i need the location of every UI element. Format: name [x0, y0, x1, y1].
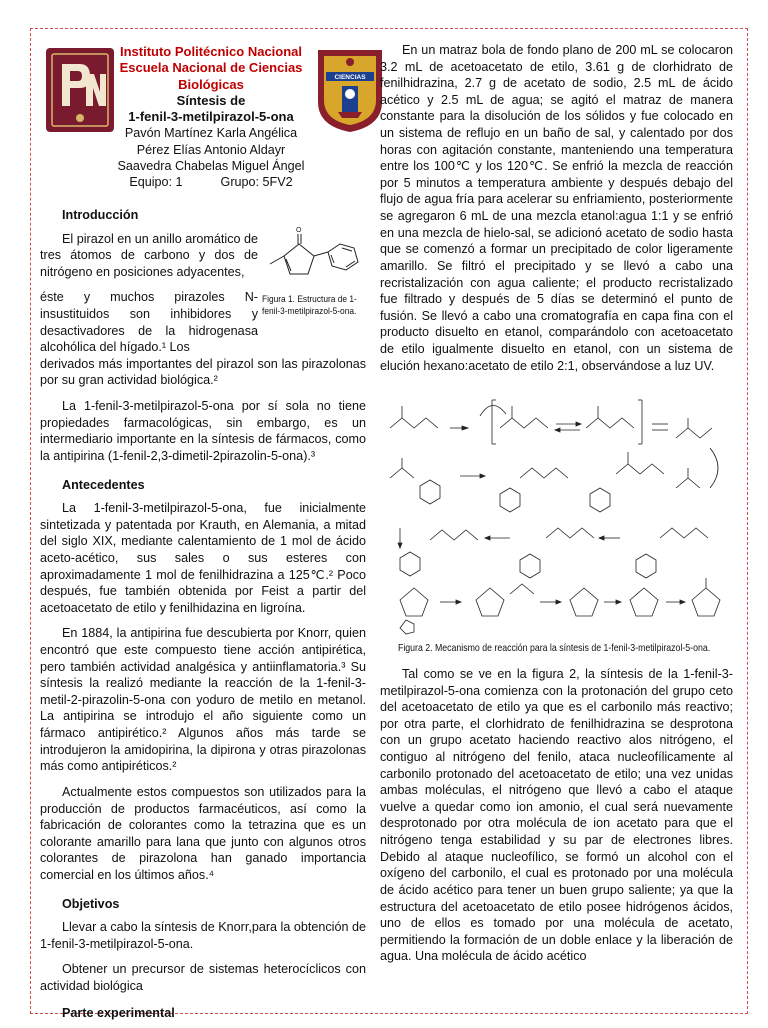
school-name-line2: Biológicas: [178, 76, 244, 92]
antecedentes-paragraph-1: La 1-fenil-3-metilpirazol-5-ona, fue inicialmente sintetizada y patentada por Krauth, en Alemania, a mitad del siglo XIX, mediante calentamiento de 1 mol de ácido aceto-acético, sus sales o sus esteres con aproximadamente 1 mol de fenilhidrazina a 125℃.² Poco después, fue también obtenida por Feist a partir del acetoacetato de etilo y fenilhidazina en ligroína.: [40, 501, 366, 615]
heading-objetivos: Objetivos: [62, 896, 120, 911]
heading-introduccion: Introducción: [62, 208, 139, 222]
intro-paragraph-1b: éste y muchos pirazoles N-insustituidos son inhibidores y desactivadores de la hidrogenasa alcohólica del hígado.¹ Los: [40, 290, 258, 355]
heading-antecedentes: Antecedentes: [62, 477, 145, 492]
heading-parte-experimental: Parte experimental: [62, 1005, 175, 1020]
school-name-line1: Escuela Nacional de Ciencias: [119, 60, 303, 76]
intro-paragraph-1c: derivados más importantes del pirazol son las pirazolonas por su gran actividad biológica.²: [40, 356, 366, 388]
antecedentes-paragraph-3: Actualmente estos compuestos son utilizados para la producción de productos farmacéuticos, así como la fabricación de colorantes como la tetrazina que es un colorante amarillo para lana que junto con algunos otros colorantes de pirazolona han ganado importancia comercial en los últimos años.⁴: [40, 784, 366, 882]
logo-ciencias-text: CIENCIAS: [334, 74, 366, 81]
group-label: Grupo: 5FV2: [220, 175, 293, 190]
figure2-caption: Figura 2. Mecanismo de reacción para la síntesis de 1-fenil-3-metilpirazol-5-ona.: [398, 643, 711, 654]
encb-logo: [312, 44, 388, 136]
figure2-mechanism: [380, 388, 736, 636]
institution-name: Instituto Politécnico Nacional: [119, 44, 303, 59]
ipn-logo: [42, 44, 118, 136]
intro-paragraph-2: La 1-fenil-3-metilpirazol-5-ona por sí sola no tiene propiedades farmacológicas, sin embargo, es un intermediario importante en la síntesis de fármacos, como la antipirina (1-fenil-2,3-dimetil-2pirazolin-5-ona).³: [40, 399, 366, 463]
discussion-column: [380, 666, 733, 965]
figure1-caption: Figura 1. Estructura de 1-fenil-3-metilpirazol-5-ona.: [262, 294, 357, 317]
svg-text:O: O: [296, 227, 302, 234]
figure1-structure: [258, 226, 370, 292]
intro-paragraph-1a: El pirazol en un anillo aromático de tres átomos de carbono y dos de nitrógeno en posiciones adyacentes,: [40, 231, 259, 279]
experimental-column: [380, 42, 733, 374]
experimental-paragraph: En un matraz bola de fondo plano de 200 mL se colocaron 3.2 mL de acetoacetato de etilo, 3.61 g de clorhidrato de fenilhidrazina, 2.7 g de acetato de sodio, 2.5 mL de ácido acético y 2.5 mL de agua; se agitó el matraz de manera constante para la disolución de los sólidos y fue colocado en un sistema de reflujo en un baño de sal, y calentado por dos horas con agitación constante, manteniendo una temperatura entre los 100℃ y los 120℃. Se enfrió la mezcla de reacción por 5 minutos a temperatura ambiente y después debajo del flujo de agua fría para acelerar su enfriamiento, posteriormente se agregaron 6 mL de una mezcla etanol:agua 1:1 y se enfrió en una mezcla de hielo-sal, se adicionó acetato de sodio hasta que se comenzó a formar un precipitado de color ligeramente amarillo. Se filtró el precipitado y se llevó a cabo una recristalización con agua caliente; el producto recristalizado fue filtrado y después de 5 días se determinó el punto de fusión. Se llevó a cabo una cromatografía en capa fina con el producto disuelto en etanol, comparándolo con acetoacetato de etilo igualmente disuelto en etanol, con un sistema de elución hexano:acetato de etilo 2:1, observándose a luz UV.: [380, 43, 733, 373]
paper-header: [112, 44, 310, 191]
paper-title-line2: 1-fenil-3-metilpirazol-5-ona: [128, 109, 294, 124]
discussion-paragraph: Tal como se ve en la figura 2, la síntesis de la 1-fenil-3-metilpirazol-5-ona comienza con la protonación del grupo ceto del acetoacetato de etilo ya que es el carbonilo más reactivo; por otra parte, el clorhidrato de fenilhidrazina se desprotona con un grupo acetato haciendo reactivo alos nitrógeno, el contiguo al nitrógeno del fenilo, ataca nucleofílicamente al carbonilo protonado del acetoacetato de etilo; una vez unidas ambas moléculas, el nitrógeno que llevó a cabo el ataque vuelve a quedar como ion amonio, el cual será nuevamente desprotonado por otra molécula de ion acetato para que el nitrógeno tenga estabilidad y su par de electrones libres. Debido al ataque nucleofílico, se formó un alcohol con el oxígeno del carbonilo, el cual es protonado por una molécula de ácido acético para tener un buen grupo saliente; ya que la estructura del acetoacetato de etilo posee hidrógenos ácidos, uno de ellos es tomado por una molécula de acetato, permitiendo la formación de un doble enlace y la liberación de agua. Una molécula de ácido acético: [380, 667, 733, 964]
author-2: Pérez Elías Antonio Aldayr: [136, 142, 286, 157]
paper-title-line1: Síntesis de: [176, 92, 246, 108]
team-label: Equipo: 1: [129, 175, 183, 190]
introduction-section: [40, 198, 366, 1028]
team-group-line: [112, 174, 310, 191]
author-3: Saavedra Chabelas Miguel Ángel: [117, 158, 305, 173]
antecedentes-paragraph-2: En 1884, la antipirina fue descubierta por Knorr, quien encontró que este compuesto tiene acción antipirética, pero también actividad analgésica y antiinflamatoria.³ Su síntesis la realizó mediante la reacción de la 1-fenil-3-metil-2-pirazolin-5-ona con yoduro de metilo en metanol. La antipirina se introdujo el año siguiente como un fármaco antipirético.² Algunos años más tarde se introdujeron la amidopirina, la dipirona y otras pirazolonas más como antipiréticos.²: [40, 626, 366, 774]
objetivos-paragraph-2: Obtener un precursor de sistemas heterocíclicos con actividad biológica: [40, 962, 366, 993]
objetivos-paragraph-1: Llevar a cabo la síntesis de Knorr,para la obtención de 1-fenil-3-metilpirazol-5-ona.: [40, 920, 366, 951]
author-1: Pavón Martínez Karla Angélica: [124, 126, 298, 141]
